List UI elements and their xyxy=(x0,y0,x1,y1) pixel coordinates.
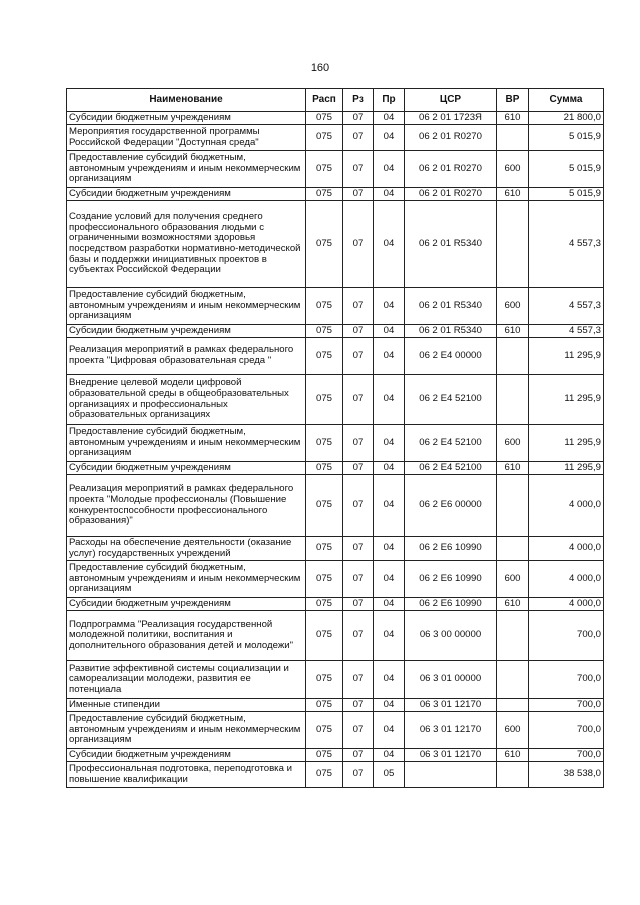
row-vr-cell: 610 xyxy=(497,598,529,611)
row-name-cell: Реализация мероприятий в рамках федерального проекта "Молодые профессионалы (Повышение конкурентоспособности профессионального образования)" xyxy=(67,475,306,537)
row-sum-cell: 4 000,0 xyxy=(529,475,604,537)
table-row xyxy=(67,151,604,188)
row-csr-cell: 06 2 E4 52100 xyxy=(405,375,497,425)
row-rasp-cell: 075 xyxy=(306,338,343,375)
row-rz-cell: 07 xyxy=(343,475,374,537)
row-csr-cell: 06 2 E4 52100 xyxy=(405,425,497,462)
row-pr-cell: 04 xyxy=(374,325,405,338)
row-sum-cell: 4 557,3 xyxy=(529,201,604,288)
row-name-cell: Предоставление субсидий бюджетным, автономным учреждениям и иным некоммерческим организациям xyxy=(67,288,306,325)
row-pr-cell: 04 xyxy=(374,338,405,375)
row-sum-cell: 5 015,9 xyxy=(529,188,604,201)
row-rz-cell: 07 xyxy=(343,699,374,712)
table-row xyxy=(67,188,604,201)
table-row xyxy=(67,375,604,425)
row-rasp-cell: 075 xyxy=(306,125,343,151)
row-sum-cell: 700,0 xyxy=(529,611,604,661)
row-sum-cell: 11 295,9 xyxy=(529,462,604,475)
row-name-cell: Субсидии бюджетным учреждениям xyxy=(67,188,306,201)
row-rz-cell: 07 xyxy=(343,188,374,201)
row-rz-cell: 07 xyxy=(343,762,374,788)
row-sum-cell: 700,0 xyxy=(529,699,604,712)
row-csr-cell: 06 3 01 12170 xyxy=(405,749,497,762)
header-name: Наименование xyxy=(67,89,306,112)
row-csr-cell: 06 2 01 R0270 xyxy=(405,125,497,151)
table-row xyxy=(67,749,604,762)
row-vr-cell: 610 xyxy=(497,462,529,475)
row-vr-cell: 600 xyxy=(497,712,529,749)
table-row xyxy=(67,425,604,462)
row-rz-cell: 07 xyxy=(343,561,374,598)
row-pr-cell: 04 xyxy=(374,201,405,288)
row-sum-cell: 11 295,9 xyxy=(529,338,604,375)
row-rasp-cell: 075 xyxy=(306,762,343,788)
row-vr-cell: 600 xyxy=(497,561,529,598)
row-rasp-cell: 075 xyxy=(306,537,343,561)
row-vr-cell: 610 xyxy=(497,188,529,201)
row-rasp-cell: 075 xyxy=(306,699,343,712)
row-vr-cell: 610 xyxy=(497,112,529,125)
row-csr-cell: 06 2 E4 00000 xyxy=(405,338,497,375)
row-pr-cell: 04 xyxy=(374,475,405,537)
row-csr-cell: 06 3 01 12170 xyxy=(405,712,497,749)
row-csr-cell: 06 3 00 00000 xyxy=(405,611,497,661)
table-row xyxy=(67,561,604,598)
row-sum-cell: 11 295,9 xyxy=(529,375,604,425)
table-row xyxy=(67,611,604,661)
row-rz-cell: 07 xyxy=(343,288,374,325)
row-rz-cell: 07 xyxy=(343,151,374,188)
row-vr-cell: 610 xyxy=(497,325,529,338)
row-name-cell: Субсидии бюджетным учреждениям xyxy=(67,325,306,338)
row-vr-cell: 600 xyxy=(497,151,529,188)
row-name-cell: Развитие эффективной системы социализации и самореализации молодежи, развития ее потенциала xyxy=(67,661,306,699)
row-pr-cell: 04 xyxy=(374,611,405,661)
row-name-cell: Подпрограмма "Реализация государственной молодежной политики, воспитания и дополнительного образования детей и молодежи" xyxy=(67,611,306,661)
row-csr-cell: 06 3 01 00000 xyxy=(405,661,497,699)
row-sum-cell: 4 557,3 xyxy=(529,325,604,338)
row-rz-cell: 07 xyxy=(343,749,374,762)
row-pr-cell: 04 xyxy=(374,425,405,462)
header-sum: Сумма xyxy=(529,89,604,112)
row-rasp-cell: 075 xyxy=(306,288,343,325)
row-pr-cell: 04 xyxy=(374,661,405,699)
row-name-cell: Предоставление субсидий бюджетным, автономным учреждениям и иным некоммерческим организациям xyxy=(67,561,306,598)
row-vr-cell xyxy=(497,537,529,561)
row-name-cell: Субсидии бюджетным учреждениям xyxy=(67,112,306,125)
row-rz-cell: 07 xyxy=(343,712,374,749)
header-vr: ВР xyxy=(497,89,529,112)
row-sum-cell: 700,0 xyxy=(529,712,604,749)
row-rasp-cell: 075 xyxy=(306,325,343,338)
row-name-cell: Создание условий для получения среднего профессионального образования людьми с ограниченными возможностями здоровья посредством разработки нормативно-методической базы и поддержки инициативных проектов в субъектах Российской Федерации xyxy=(67,201,306,288)
row-vr-cell xyxy=(497,338,529,375)
row-pr-cell: 04 xyxy=(374,561,405,598)
table-row xyxy=(67,125,604,151)
row-csr-cell: 06 3 01 12170 xyxy=(405,699,497,712)
row-vr-cell xyxy=(497,699,529,712)
row-rz-cell: 07 xyxy=(343,425,374,462)
row-pr-cell: 05 xyxy=(374,762,405,788)
row-vr-cell xyxy=(497,201,529,288)
header-pr: Пр xyxy=(374,89,405,112)
row-csr-cell: 06 2 E6 10990 xyxy=(405,537,497,561)
row-sum-cell: 700,0 xyxy=(529,661,604,699)
row-csr-cell: 06 2 E6 00000 xyxy=(405,475,497,537)
row-csr-cell: 06 2 01 R0270 xyxy=(405,151,497,188)
table-row xyxy=(67,462,604,475)
table-row xyxy=(67,112,604,125)
table-row xyxy=(67,288,604,325)
row-sum-cell: 4 557,3 xyxy=(529,288,604,325)
row-rz-cell: 07 xyxy=(343,661,374,699)
row-pr-cell: 04 xyxy=(374,699,405,712)
row-rz-cell: 07 xyxy=(343,112,374,125)
row-rasp-cell: 075 xyxy=(306,661,343,699)
row-name-cell: Предоставление субсидий бюджетным, автономным учреждениям и иным некоммерческим организациям xyxy=(67,151,306,188)
table-row xyxy=(67,712,604,749)
row-pr-cell: 04 xyxy=(374,537,405,561)
row-pr-cell: 04 xyxy=(374,598,405,611)
row-rz-cell: 07 xyxy=(343,338,374,375)
row-rasp-cell: 075 xyxy=(306,375,343,425)
row-pr-cell: 04 xyxy=(374,125,405,151)
row-vr-cell: 600 xyxy=(497,288,529,325)
row-pr-cell: 04 xyxy=(374,288,405,325)
row-name-cell: Субсидии бюджетным учреждениям xyxy=(67,749,306,762)
row-vr-cell: 610 xyxy=(497,749,529,762)
header-rz: Рз xyxy=(343,89,374,112)
row-sum-cell: 5 015,9 xyxy=(529,125,604,151)
table-row xyxy=(67,762,604,788)
row-name-cell: Предоставление субсидий бюджетным, автономным учреждениям и иным некоммерческим организациям xyxy=(67,425,306,462)
row-pr-cell: 04 xyxy=(374,462,405,475)
row-pr-cell: 04 xyxy=(374,151,405,188)
row-vr-cell xyxy=(497,611,529,661)
row-name-cell: Именные стипендии xyxy=(67,699,306,712)
row-csr-cell: 06 2 E6 10990 xyxy=(405,598,497,611)
row-vr-cell xyxy=(497,125,529,151)
row-pr-cell: 04 xyxy=(374,112,405,125)
header-csr: ЦСР xyxy=(405,89,497,112)
row-csr-cell: 06 2 01 R0270 xyxy=(405,188,497,201)
row-csr-cell xyxy=(405,762,497,788)
row-rz-cell: 07 xyxy=(343,201,374,288)
row-sum-cell: 4 000,0 xyxy=(529,598,604,611)
row-rz-cell: 07 xyxy=(343,598,374,611)
row-vr-cell xyxy=(497,375,529,425)
row-rz-cell: 07 xyxy=(343,125,374,151)
table-row xyxy=(67,537,604,561)
row-sum-cell: 4 000,0 xyxy=(529,537,604,561)
row-rasp-cell: 075 xyxy=(306,475,343,537)
row-rasp-cell: 075 xyxy=(306,611,343,661)
page-number: 160 xyxy=(310,62,330,74)
row-name-cell: Внедрение целевой модели цифровой образовательной среды в общеобразовательных организациях и профессиональных образовательных организациях xyxy=(67,375,306,425)
row-rasp-cell: 075 xyxy=(306,188,343,201)
row-sum-cell: 11 295,9 xyxy=(529,425,604,462)
row-name-cell: Субсидии бюджетным учреждениям xyxy=(67,462,306,475)
row-csr-cell: 06 2 01 R5340 xyxy=(405,288,497,325)
table-row xyxy=(67,661,604,699)
row-pr-cell: 04 xyxy=(374,375,405,425)
row-rasp-cell: 075 xyxy=(306,112,343,125)
row-rasp-cell: 075 xyxy=(306,425,343,462)
row-name-cell: Субсидии бюджетным учреждениям xyxy=(67,598,306,611)
table-header-row xyxy=(67,89,604,112)
row-rasp-cell: 075 xyxy=(306,462,343,475)
row-vr-cell xyxy=(497,475,529,537)
row-name-cell: Мероприятия государственной программы Российской Федерации "Доступная среда" xyxy=(67,125,306,151)
row-name-cell: Предоставление субсидий бюджетным, автономным учреждениям и иным некоммерческим организациям xyxy=(67,712,306,749)
row-csr-cell: 06 2 01 R5340 xyxy=(405,325,497,338)
row-csr-cell: 06 2 01 R5340 xyxy=(405,201,497,288)
row-vr-cell: 600 xyxy=(497,425,529,462)
table-row xyxy=(67,598,604,611)
row-sum-cell: 5 015,9 xyxy=(529,151,604,188)
table-row xyxy=(67,475,604,537)
row-rz-cell: 07 xyxy=(343,537,374,561)
table-row xyxy=(67,338,604,375)
budget-table xyxy=(66,88,604,788)
row-vr-cell xyxy=(497,762,529,788)
table-row xyxy=(67,699,604,712)
row-rasp-cell: 075 xyxy=(306,151,343,188)
row-name-cell: Расходы на обеспечение деятельности (оказание услуг) государственных учреждений xyxy=(67,537,306,561)
row-sum-cell: 4 000,0 xyxy=(529,561,604,598)
row-sum-cell: 700,0 xyxy=(529,749,604,762)
row-name-cell: Реализация мероприятий в рамках федерального проекта "Цифровая образовательная среда " xyxy=(67,338,306,375)
row-pr-cell: 04 xyxy=(374,188,405,201)
row-rz-cell: 07 xyxy=(343,462,374,475)
row-rasp-cell: 075 xyxy=(306,561,343,598)
table-row xyxy=(67,325,604,338)
row-sum-cell: 38 538,0 xyxy=(529,762,604,788)
row-rasp-cell: 075 xyxy=(306,598,343,611)
row-csr-cell: 06 2 E6 10990 xyxy=(405,561,497,598)
row-rz-cell: 07 xyxy=(343,611,374,661)
row-rasp-cell: 075 xyxy=(306,201,343,288)
row-rasp-cell: 075 xyxy=(306,712,343,749)
row-pr-cell: 04 xyxy=(374,712,405,749)
row-rasp-cell: 075 xyxy=(306,749,343,762)
row-rz-cell: 07 xyxy=(343,325,374,338)
row-rz-cell: 07 xyxy=(343,375,374,425)
row-csr-cell: 06 2 E4 52100 xyxy=(405,462,497,475)
table-row xyxy=(67,201,604,288)
row-vr-cell xyxy=(497,661,529,699)
row-sum-cell: 21 800,0 xyxy=(529,112,604,125)
row-name-cell: Профессиональная подготовка, переподготовка и повышение квалификации xyxy=(67,762,306,788)
header-rasp: Расп xyxy=(306,89,343,112)
row-csr-cell: 06 2 01 1723Я xyxy=(405,112,497,125)
row-pr-cell: 04 xyxy=(374,749,405,762)
